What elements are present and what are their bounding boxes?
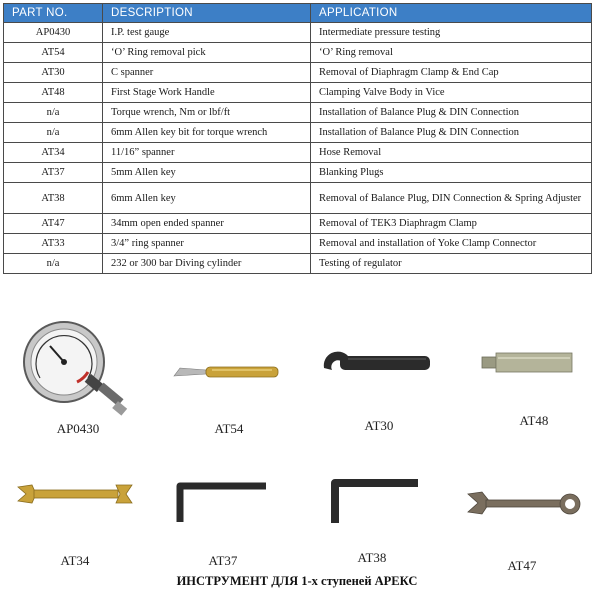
- cell-application: Blanking Plugs: [311, 163, 592, 183]
- caption-at34: AT34: [60, 553, 90, 568]
- open-ended-spanner-image: [466, 490, 584, 520]
- c-spanner-image: [318, 348, 436, 384]
- table-row: [4, 214, 592, 234]
- table-row: [4, 103, 592, 123]
- cell-description: First Stage Work Handle: [103, 83, 311, 103]
- header-part-no: PART NO.: [4, 4, 103, 23]
- cell-application: Installation of Balance Plug & DIN Connection: [311, 123, 592, 143]
- cell-part-no: AT34: [4, 143, 103, 163]
- footer-title: ИНСТРУМЕНТ ДЛЯ 1-х ступеней АРЕКС: [176, 574, 418, 588]
- cell-description: 232 or 300 bar Diving cylinder: [103, 254, 311, 274]
- cell-part-no: n/a: [4, 123, 103, 143]
- cell-description: 5mm Allen key: [103, 163, 311, 183]
- table-row: [4, 23, 592, 43]
- cell-part-no: n/a: [4, 254, 103, 274]
- caption-at48: AT48: [519, 413, 549, 428]
- cell-part-no: n/a: [4, 103, 103, 123]
- cell-description: C spanner: [103, 63, 311, 83]
- spanner-11-16-image: [16, 481, 134, 507]
- cell-part-no: AT48: [4, 83, 103, 103]
- header-application: APPLICATION: [311, 4, 592, 23]
- cell-application: Installation of Balance Plug & DIN Connection: [311, 103, 592, 123]
- cell-part-no: AT33: [4, 234, 103, 254]
- cell-part-no: AT30: [4, 63, 103, 83]
- cell-application: Removal and installation of Yoke Clamp Connector: [311, 234, 592, 254]
- cell-part-no: AT38: [4, 183, 103, 214]
- cell-description: 6mm Allen key bit for torque wrench: [103, 123, 311, 143]
- table-row: [4, 83, 592, 103]
- caption-at30: AT30: [364, 418, 394, 433]
- table-row: [4, 123, 592, 143]
- caption-at54: AT54: [214, 421, 244, 436]
- cell-description: 6mm Allen key: [103, 183, 311, 214]
- cell-description: 11/16” spanner: [103, 143, 311, 163]
- caption-at37: AT37: [208, 553, 238, 568]
- cell-application: Removal of Balance Plug, DIN Connection & Spring Adjuster: [311, 183, 592, 214]
- o-ring-pick-image: [172, 360, 282, 384]
- cell-application: ‘O’ Ring removal: [311, 43, 592, 63]
- cell-part-no: AP0430: [4, 23, 103, 43]
- table-row: [4, 63, 592, 83]
- work-handle-image: [480, 350, 576, 376]
- table-row: [4, 254, 592, 274]
- cell-description: I.P. test gauge: [103, 23, 311, 43]
- cell-application: Clamping Valve Body in Vice: [311, 83, 592, 103]
- caption-at47: AT47: [507, 558, 537, 573]
- caption-ap0430: AP0430: [56, 421, 100, 436]
- cell-part-no: AT47: [4, 214, 103, 234]
- cell-part-no: AT37: [4, 163, 103, 183]
- cell-part-no: AT54: [4, 43, 103, 63]
- table-row: [4, 234, 592, 254]
- caption-at38: AT38: [357, 550, 387, 565]
- parts-table: [3, 3, 592, 274]
- table-row: [4, 163, 592, 183]
- table-row: [4, 143, 592, 163]
- table-header-row: [4, 4, 592, 23]
- allen-key-5mm-image: [176, 480, 270, 524]
- cell-application: Intermediate pressure testing: [311, 23, 592, 43]
- table-row: [4, 183, 592, 214]
- cell-description: Torque wrench, Nm or lbf/ft: [103, 103, 311, 123]
- cell-application: Hose Removal: [311, 143, 592, 163]
- cell-description: 34mm open ended spanner: [103, 214, 311, 234]
- pressure-gauge-image: [22, 320, 132, 420]
- table-row: [4, 43, 592, 63]
- cell-application: Testing of regulator: [311, 254, 592, 274]
- cell-description: ‘O’ Ring removal pick: [103, 43, 311, 63]
- allen-key-6mm-image: [330, 475, 422, 525]
- cell-description: 3/4” ring spanner: [103, 234, 311, 254]
- cell-application: Removal of TEK3 Diaphragm Clamp: [311, 214, 592, 234]
- header-description: DESCRIPTION: [103, 4, 311, 23]
- cell-application: Removal of Diaphragm Clamp & End Cap: [311, 63, 592, 83]
